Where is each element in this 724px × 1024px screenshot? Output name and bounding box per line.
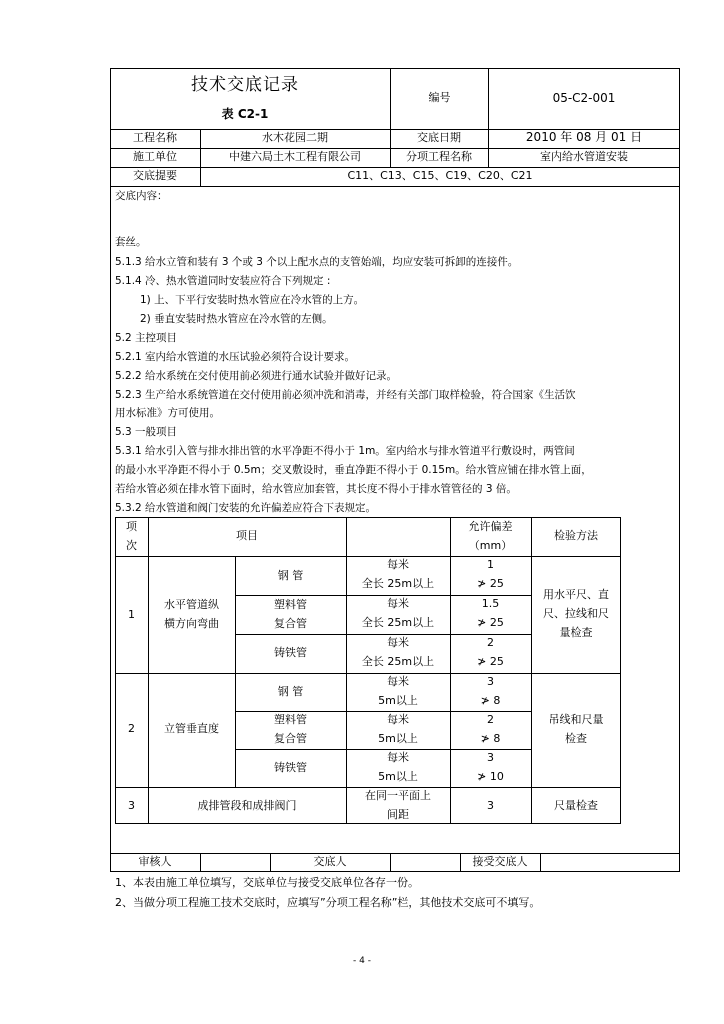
- condition: 间距: [387, 808, 409, 821]
- table-col-line: [531, 517, 532, 824]
- discloser-label: 交底人: [313, 855, 347, 868]
- condition: 5m以上: [378, 732, 418, 745]
- table-number: 表 C2-1: [221, 107, 269, 121]
- summary-value: C11、C13、C15、C19、C20、C21: [347, 169, 533, 182]
- paragraph: 套丝。: [115, 236, 147, 248]
- condition: 在同一平面上: [365, 789, 431, 802]
- tolerance-value: ≯ 25: [477, 655, 504, 668]
- condition: 5m以上: [378, 694, 418, 707]
- paragraph: 5.2.2 给水系统在交付使用前必须进行通水试验并做好记录。: [115, 370, 398, 382]
- tolerance-value: ≯ 25: [477, 577, 504, 590]
- group-number: 1: [128, 608, 135, 621]
- date-value: 2010 年 08 月 01 日: [525, 130, 643, 144]
- number-value: 05-C2-001: [552, 91, 616, 105]
- paragraph: 用水标准》方可使用。: [115, 407, 220, 419]
- method: 用水平尺、直: [543, 588, 609, 601]
- sub-project-label: 分项工程名称: [406, 150, 472, 163]
- header-seq: 次: [126, 539, 137, 552]
- tolerance-value: 1.5: [481, 597, 500, 610]
- summary-label: 交底提要: [133, 169, 177, 182]
- tolerance-value: 2: [487, 713, 494, 726]
- method: 尺、拉线和尺: [543, 607, 609, 620]
- signature-col-line: [390, 853, 391, 872]
- material-steel: 钢 管: [277, 685, 304, 698]
- material-cast-iron: 铸铁管: [274, 646, 307, 659]
- form-title: 技术交底记录: [191, 75, 299, 95]
- project-label: 工程名称: [133, 131, 177, 144]
- signature-row-line: [110, 853, 680, 854]
- paragraph: 5.2 主控项目: [115, 332, 178, 344]
- table-row-line: [115, 673, 621, 674]
- table-row-line: [235, 595, 531, 596]
- paragraph: 5.1.4 冷、热水管道同时安装应符合下列规定 :: [115, 275, 331, 287]
- condition: 每米: [387, 751, 409, 764]
- tolerance-value: 3: [487, 799, 494, 812]
- method: 检查: [565, 732, 587, 745]
- table-row-line: [235, 634, 531, 635]
- signature-col-line: [200, 853, 201, 872]
- paragraph: 5.3.1 给水引入管与排水排出管的水平净距不得小于 1m。室内给水与排水管道平行敷设时，两管间: [115, 445, 575, 457]
- material-plastic: 塑料管: [274, 713, 307, 726]
- reviewer-label: 审核人: [138, 855, 172, 868]
- condition: 全长 25m以上: [361, 577, 435, 590]
- paragraph: 5.3.2 给水管道和阀门安装的允许偏差应符合下表规定。: [115, 502, 377, 514]
- table-row-line: [235, 749, 531, 750]
- group-number: 2: [128, 722, 135, 735]
- condition: 每米: [387, 675, 409, 688]
- group-name: 水平管道纵: [164, 598, 219, 611]
- tolerance-value: 3: [487, 751, 494, 764]
- method: 吊线和尺量: [548, 713, 604, 726]
- sub-project-value: 室内给水管道安装: [540, 150, 628, 163]
- page-number: - 4 -: [353, 956, 371, 966]
- table-row-line: [235, 711, 531, 712]
- unit-label: 施工单位: [133, 150, 177, 163]
- unit-value: 中建六局土木工程有限公司: [229, 150, 361, 163]
- tolerance-value: ≯ 25: [477, 616, 504, 629]
- paragraph: 5.3 一般项目: [115, 426, 178, 438]
- group-name: 成排管段和成排阀门: [197, 799, 297, 812]
- material-composite: 复合管: [274, 732, 307, 745]
- material-plastic: 塑料管: [274, 598, 307, 611]
- material-cast-iron: 铸铁管: [274, 761, 307, 774]
- table-col-line: [148, 517, 149, 824]
- condition: 5m以上: [378, 770, 418, 783]
- paragraph: 1) 上、下平行安装时热水管应在冷水管的上方。: [140, 294, 365, 306]
- row-divider: [110, 167, 680, 168]
- paragraph: 5.1.3 给水立管和装有 3 个或 3 个以上配水点的支管始端，均应安装可拆卸的连接件。: [115, 256, 519, 268]
- condition: 每米: [387, 597, 409, 610]
- paragraph: 2) 垂直安装时热水管应在冷水管的左侧。: [140, 313, 333, 325]
- content-label: 交底内容：: [115, 190, 168, 202]
- row-divider: [110, 148, 680, 149]
- condition: 每米: [387, 636, 409, 649]
- paragraph: 5.2.3 生产给水系统管道在交付使用前必须冲洗和消毒，并经有关部门取样检验，符合国家《生活饮: [115, 389, 576, 401]
- footnote: 1、本表由施工单位填写，交底单位与接受交底单位各存一份。: [115, 876, 419, 889]
- footnote: 2、当做分项工程施工技术交底时，应填写”分项工程名称”栏，其他技术交底可不填写。: [115, 896, 541, 909]
- method: 量检查: [559, 626, 593, 639]
- group-name: 横方向弯曲: [164, 617, 219, 630]
- date-label: 交底日期: [417, 131, 461, 144]
- condition: 全长 25m以上: [361, 655, 435, 668]
- header-tolerance-unit: （mm）: [468, 539, 513, 552]
- row-divider: [110, 186, 680, 187]
- number-label: 编号: [428, 91, 451, 104]
- tolerance-value: 3: [487, 675, 494, 688]
- table-col-line: [235, 556, 236, 787]
- method: 尺量检查: [554, 799, 598, 812]
- project-value: 水木花园二期: [262, 131, 328, 144]
- paragraph: 若给水管必须在排水管下面时，给水管应加套管，其长度不得小于排水管管径的 3 倍。: [115, 483, 517, 495]
- header-method: 检验方法: [554, 529, 598, 542]
- receiver-label: 接受交底人: [472, 855, 528, 868]
- condition: 每米: [387, 558, 409, 571]
- signature-col-line: [540, 853, 541, 872]
- tolerance-value: ≯ 10: [477, 770, 504, 783]
- group-number: 3: [128, 799, 135, 812]
- table-row-line: [115, 787, 621, 788]
- group-name: 立管垂直度: [164, 722, 219, 735]
- header-seq: 项: [126, 520, 137, 533]
- tolerance-value: ≯ 8: [480, 732, 501, 745]
- paragraph: 5.2.1 室内给水管道的水压试验必须符合设计要求。: [115, 351, 356, 363]
- material-steel: 钢 管: [277, 569, 304, 582]
- tolerance-value: 2: [487, 636, 494, 649]
- tolerance-value: ≯ 8: [480, 694, 501, 707]
- material-composite: 复合管: [274, 617, 307, 630]
- tolerance-value: 1: [487, 558, 494, 571]
- condition: 每米: [387, 713, 409, 726]
- paragraph: 的最小水平净距不得小于 0.5m；交叉敷设时，垂直净距不得小于 0.15m。给水管应铺在排水管上面，: [115, 464, 592, 476]
- signature-col-line: [270, 853, 271, 872]
- table-row-line: [115, 556, 621, 557]
- header-item: 项目: [236, 529, 258, 542]
- header-tolerance: 允许偏差: [468, 520, 513, 533]
- condition: 全长 25m以上: [361, 616, 435, 629]
